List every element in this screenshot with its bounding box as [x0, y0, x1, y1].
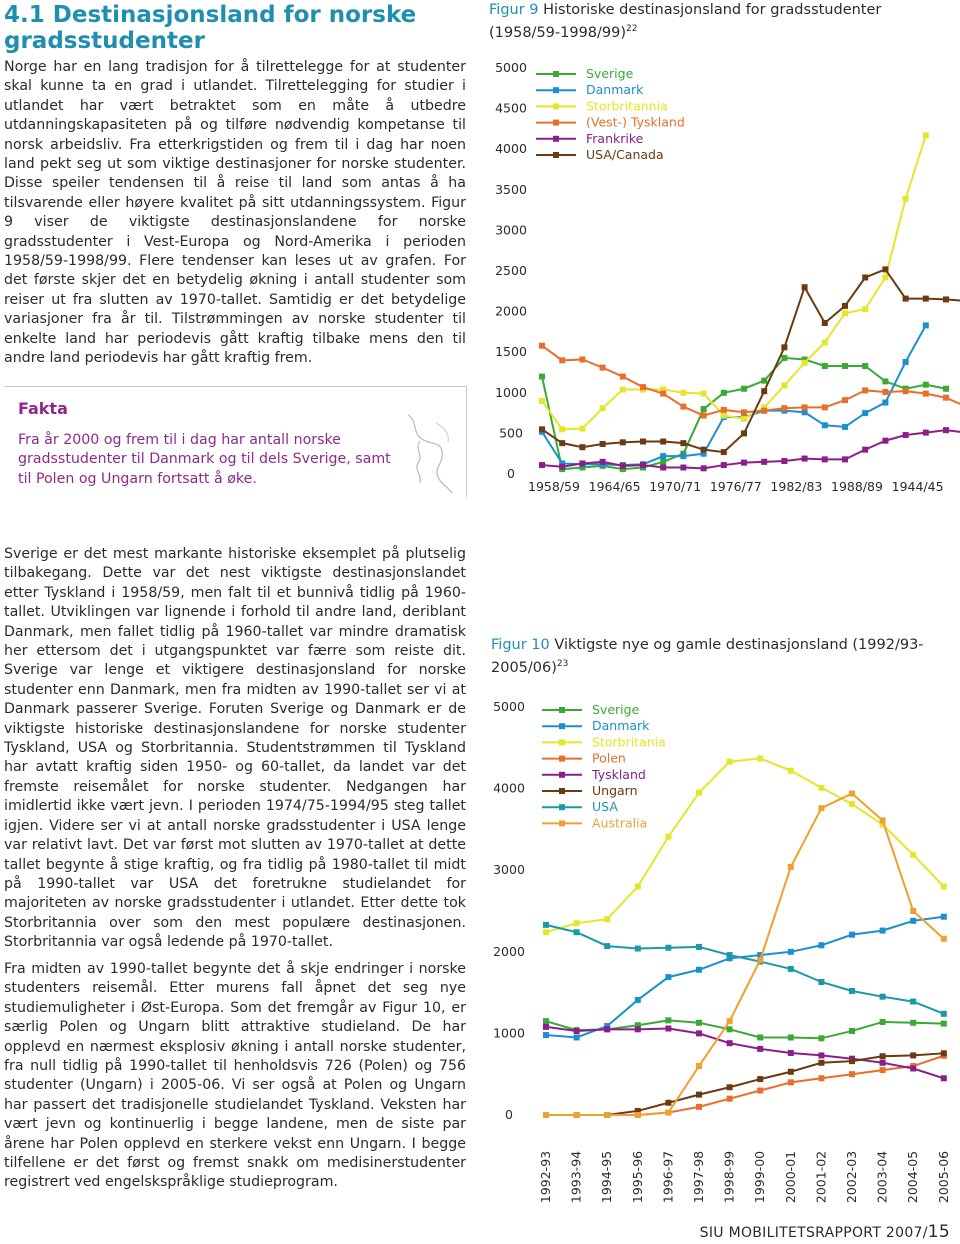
- data-point: [660, 453, 666, 459]
- data-point: [910, 918, 916, 924]
- data-point: [727, 1026, 733, 1032]
- legend-label: USA/Canada: [586, 147, 664, 162]
- y-tick-label: 5000: [495, 60, 527, 75]
- data-point: [882, 266, 888, 272]
- data-point: [701, 465, 707, 471]
- legend-label: Ungarn: [592, 783, 638, 798]
- x-tick-label: 1998-99: [721, 1150, 737, 1204]
- data-point: [910, 1065, 916, 1071]
- data-point: [680, 390, 686, 396]
- data-point: [882, 438, 888, 444]
- data-point: [665, 945, 671, 951]
- y-tick-label: 2000: [493, 943, 525, 959]
- data-point: [761, 408, 767, 414]
- data-point: [862, 387, 868, 393]
- data-point: [849, 988, 855, 994]
- legend-label: Storbritania: [592, 734, 666, 750]
- legend-marker: [553, 87, 559, 93]
- data-point: [604, 916, 610, 922]
- data-point: [788, 1050, 794, 1056]
- data-point: [943, 395, 949, 401]
- data-point: [574, 1112, 580, 1118]
- figure10-caption-text: Viktigste nye og gamle destinasjonsland (1992/93-2005/06): [491, 637, 924, 676]
- data-point: [941, 1021, 947, 1027]
- data-point: [660, 459, 666, 465]
- data-point: [680, 404, 686, 410]
- y-tick-label: 1500: [495, 344, 527, 360]
- legend-label: Sverige: [592, 702, 640, 717]
- data-point: [818, 1052, 824, 1058]
- data-point: [761, 378, 767, 384]
- data-point: [781, 355, 787, 361]
- data-point: [635, 946, 641, 952]
- data-point: [579, 460, 585, 466]
- data-point: [923, 430, 929, 436]
- data-point: [701, 447, 707, 453]
- data-point: [696, 1030, 702, 1036]
- data-point: [600, 459, 606, 465]
- data-point: [721, 462, 727, 468]
- data-point: [543, 922, 549, 928]
- x-tick-label: 2003-04: [874, 1150, 890, 1204]
- series-line: [542, 269, 960, 452]
- data-point: [574, 1034, 580, 1040]
- data-point: [757, 755, 763, 761]
- data-point: [696, 944, 702, 950]
- data-point: [660, 439, 666, 445]
- data-point: [559, 464, 565, 470]
- series-line: [546, 925, 944, 1014]
- data-point: [761, 459, 767, 465]
- figure9-caption-text: Historiske destinasjonsland for gradsstudenter (1958/59-1998/99): [489, 2, 882, 41]
- y-tick-label: 0: [507, 466, 515, 481]
- x-tick-label: 1992-93: [538, 1150, 553, 1204]
- data-point: [543, 1112, 549, 1118]
- data-point: [941, 884, 947, 890]
- data-point: [842, 303, 848, 309]
- data-point: [802, 456, 808, 462]
- y-tick-label: 2500: [495, 263, 527, 278]
- data-point: [757, 1046, 763, 1052]
- data-point: [842, 424, 848, 430]
- legend-marker: [553, 103, 559, 109]
- y-tick-label: 3000: [495, 222, 527, 238]
- data-point: [761, 388, 767, 394]
- data-point: [941, 936, 947, 942]
- data-point: [701, 413, 707, 419]
- data-point: [941, 1075, 947, 1081]
- data-point: [818, 805, 824, 811]
- y-tick-label: 1000: [495, 384, 527, 400]
- data-point: [910, 1020, 916, 1026]
- legend-marker: [559, 804, 565, 810]
- data-point: [781, 382, 787, 388]
- figure10-caption: [491, 636, 951, 678]
- data-point: [923, 296, 929, 302]
- data-point: [903, 388, 909, 394]
- x-tick-label: 1994-95: [599, 1150, 615, 1204]
- x-tick-label: 2005-06: [935, 1150, 951, 1204]
- x-tick-label: 1970/71: [649, 479, 702, 494]
- data-point: [910, 908, 916, 914]
- y-tick-label: 3500: [495, 181, 527, 197]
- x-tick-label: 1982/83: [770, 479, 823, 494]
- figure10-chart: [484, 694, 960, 1204]
- data-point: [818, 1060, 824, 1066]
- x-tick-label: 1964/65: [588, 479, 641, 494]
- data-point: [849, 801, 855, 807]
- x-tick-label: 1995-96: [629, 1150, 645, 1204]
- data-point: [696, 1020, 702, 1026]
- data-point: [574, 1028, 580, 1034]
- legend-marker: [553, 71, 559, 77]
- intro-paragraph: Norge har en lang tradisjon for å tilrettelegge for at studenter skal kunne ta en grad i utlandet. Tilrettelegging for studier i utlandet har vært betraktet som en måte å utbedre utdanningskapasiteten på og tilføre nødvendig kompetanse til norsk arbeidsliv. Fra etterkrigstiden og frem til i dag har noen land pekt seg ut som viktige destinasjoner for norske studenter. Disse speiler tendensen til å reise til land som antas å ha tilsvarende eller høyere kvalitet på sitt utdanningssystem. Figur 9 viser de viktigste destinasjonslandene for norske gradsstudenter i Vest-Europa og Nord-Amerika i perioden 1958/59-1998/99. Flere tendenser kan leses ut av grafen. For det første skjer det en betydelig økning i antall studenter som reiser ut fra slutten av 1970-tallet. Samtidig er det betydelige variasjoner fra år til. Tilstrømmingen av norske studenter til enkelte land har periodevis gått kraftig tilbake mens den til andre land periodevis har gått kraftig frem.: [4, 59, 466, 367]
- data-point: [741, 460, 747, 466]
- data-point: [818, 942, 824, 948]
- x-tick-label: 1958/59: [528, 479, 580, 494]
- data-point: [788, 949, 794, 955]
- data-point: [781, 458, 787, 464]
- data-point: [862, 274, 868, 280]
- data-point: [600, 405, 606, 411]
- data-point: [741, 409, 747, 415]
- data-point: [923, 132, 929, 138]
- data-point: [862, 306, 868, 312]
- data-point: [862, 447, 868, 453]
- figure10-label: Figur 10: [491, 637, 550, 653]
- data-point: [788, 1034, 794, 1040]
- data-point: [721, 390, 727, 396]
- data-point: [941, 1050, 947, 1056]
- data-point: [640, 439, 646, 445]
- x-tick-label: 1944/45: [891, 479, 944, 494]
- data-point: [849, 1071, 855, 1077]
- data-point: [665, 1100, 671, 1106]
- y-tick-label: 5000: [493, 699, 525, 714]
- data-point: [757, 1088, 763, 1094]
- data-point: [741, 416, 747, 422]
- legend-marker: [559, 820, 565, 826]
- x-tick-label: 1999-00: [752, 1150, 768, 1204]
- figure9-footnote-mark: 22: [626, 24, 638, 34]
- page-number: 15: [927, 1222, 950, 1242]
- data-point: [923, 391, 929, 397]
- legend-marker: [559, 707, 565, 713]
- x-tick-label: 1993-94: [568, 1150, 584, 1204]
- data-point: [620, 374, 626, 380]
- data-point: [842, 363, 848, 369]
- data-point: [910, 999, 916, 1005]
- data-point: [818, 1075, 824, 1081]
- data-point: [680, 465, 686, 471]
- data-point: [849, 1028, 855, 1034]
- data-point: [559, 440, 565, 446]
- footer-report-name: SIU MOBILITETSRAPPORT 2007/: [699, 1225, 928, 1241]
- data-point: [727, 1018, 733, 1024]
- data-point: [539, 426, 545, 432]
- legend-label: Frankrike: [586, 130, 644, 146]
- data-point: [559, 357, 565, 363]
- data-point: [539, 462, 545, 468]
- data-point: [635, 997, 641, 1003]
- data-point: [721, 407, 727, 413]
- data-point: [635, 1026, 641, 1032]
- data-point: [822, 363, 828, 369]
- data-point: [910, 1052, 916, 1058]
- data-point: [543, 929, 549, 935]
- fakta-heading: Fakta: [18, 399, 68, 418]
- data-point: [727, 1096, 733, 1102]
- x-tick-label: 2002-03: [844, 1150, 859, 1204]
- section-title: 4.1 Destinasjonsland for norske gradsstudenter: [4, 2, 417, 54]
- data-point: [781, 344, 787, 350]
- y-tick-label: 4000: [493, 780, 525, 796]
- map-sketch-icon: [400, 411, 460, 495]
- data-point: [903, 432, 909, 438]
- data-point: [660, 465, 666, 471]
- data-point: [903, 359, 909, 365]
- figure9-chart: [484, 55, 960, 505]
- data-point: [788, 1079, 794, 1085]
- legend-marker: [559, 723, 565, 729]
- data-point: [880, 817, 886, 823]
- data-point: [788, 768, 794, 774]
- data-point: [665, 1110, 671, 1116]
- data-point: [802, 360, 808, 366]
- data-point: [604, 943, 610, 949]
- legend-marker: [553, 152, 559, 158]
- data-point: [721, 449, 727, 455]
- data-point: [943, 296, 949, 302]
- data-point: [818, 1035, 824, 1041]
- legend-label: Storbritannia: [586, 98, 668, 114]
- data-point: [882, 389, 888, 395]
- legend-label: Danmark: [586, 82, 644, 98]
- data-point: [822, 404, 828, 410]
- data-point: [680, 453, 686, 459]
- data-point: [788, 966, 794, 972]
- data-point: [802, 404, 808, 410]
- data-point: [579, 426, 585, 432]
- data-point: [910, 852, 916, 858]
- data-point: [665, 834, 671, 840]
- data-point: [882, 400, 888, 406]
- legend-label: Polen: [592, 750, 626, 766]
- data-point: [788, 864, 794, 870]
- data-point: [862, 363, 868, 369]
- data-point: [600, 441, 606, 447]
- legend-marker: [553, 136, 559, 142]
- data-point: [579, 357, 585, 363]
- data-point: [903, 196, 909, 202]
- data-point: [741, 386, 747, 392]
- legend-label: (Vest-) Tyskland: [586, 114, 685, 130]
- data-point: [727, 1084, 733, 1090]
- data-point: [943, 427, 949, 433]
- data-point: [701, 406, 707, 412]
- x-tick-label: 1988/89: [831, 479, 883, 494]
- data-point: [757, 1076, 763, 1082]
- legend-label: Tyskland: [592, 766, 646, 782]
- data-point: [665, 1026, 671, 1032]
- x-tick-label: 1976/77: [709, 479, 762, 494]
- data-point: [574, 929, 580, 935]
- data-point: [539, 343, 545, 349]
- data-point: [696, 1092, 702, 1098]
- data-point: [665, 974, 671, 980]
- data-point: [818, 785, 824, 791]
- data-point: [543, 1024, 549, 1030]
- data-point: [600, 365, 606, 371]
- legend-marker: [559, 772, 565, 778]
- data-point: [701, 391, 707, 397]
- data-point: [620, 439, 626, 445]
- data-point: [862, 410, 868, 416]
- data-point: [696, 790, 702, 796]
- data-point: [880, 1067, 886, 1073]
- legend-marker: [559, 788, 565, 794]
- data-point: [620, 387, 626, 393]
- data-point: [620, 463, 626, 469]
- legend-label: USA: [592, 799, 618, 815]
- data-point: [640, 384, 646, 390]
- legend-marker: [559, 756, 565, 762]
- data-point: [822, 320, 828, 326]
- x-tick-label: 1996-97: [660, 1150, 676, 1204]
- data-point: [721, 413, 727, 419]
- data-point: [802, 284, 808, 290]
- data-point: [880, 928, 886, 934]
- legend-marker: [553, 120, 559, 126]
- data-point: [882, 378, 888, 384]
- data-point: [696, 967, 702, 973]
- page-footer: [700, 1222, 950, 1242]
- data-point: [849, 790, 855, 796]
- data-point: [757, 1034, 763, 1040]
- x-tick-label: 1997-98: [691, 1150, 706, 1204]
- data-point: [543, 1018, 549, 1024]
- figure10-footnote-mark: 23: [556, 659, 569, 669]
- series-line: [542, 135, 926, 429]
- x-tick-label: 2004-05: [905, 1150, 921, 1204]
- data-point: [923, 322, 929, 328]
- data-point: [665, 1017, 671, 1023]
- data-point: [903, 296, 909, 302]
- data-point: [880, 994, 886, 1000]
- data-point: [574, 920, 580, 926]
- data-point: [822, 456, 828, 462]
- series-line: [546, 793, 944, 1115]
- data-point: [579, 444, 585, 450]
- data-point: [727, 952, 733, 958]
- change-paragraph: Fra midten av 1990-tallet begynte det å skje endringer i norske studenters reisemål. Etter murens fall åpnet det seg nye studiemuligheter i Øst-Europa. Som det fremgår av Figur 10, er særlig Polen og Ungarn blitt attraktive studieland. De har opplevd en nærmest eksplosiv økning i antall norske studenter, fra null tidlig på 1990-tallet til henholdsvis 726 (Polen) og 756 studenter (Ungarn) i 2005-06. Vi ser også at Polen og Ungarn har passert det tradisjonelle studielandet Tyskland. Veksten har vært jevn og kontinuerlig i begge landene, men de siste par årene har Polen opplevd en sterkere vekst enn Ungarn. I begge tilfellene er det først og fremst snakk om medisinerstudenter registrert ved engelskspråklige studieprogram.: [4, 961, 466, 1191]
- data-point: [882, 274, 888, 280]
- data-point: [604, 1026, 610, 1032]
- x-tick-label: 2001-02: [813, 1150, 829, 1204]
- data-point: [539, 374, 545, 380]
- data-point: [943, 386, 949, 392]
- data-point: [842, 456, 848, 462]
- data-point: [757, 957, 763, 963]
- data-point: [842, 310, 848, 316]
- data-point: [543, 1032, 549, 1038]
- y-tick-label: 500: [499, 425, 523, 441]
- data-point: [941, 914, 947, 920]
- y-tick-label: 4000: [495, 141, 527, 157]
- data-point: [923, 382, 929, 388]
- data-point: [539, 398, 545, 404]
- figure9-label: Figur 9: [489, 2, 539, 18]
- fakta-text: Fra år 2000 og frem til i dag har antall norske gradsstudenter til Danmark og til dels Sverige, samt til Polen og Ungarn fortsatt å øke.: [18, 432, 391, 487]
- data-point: [727, 1040, 733, 1046]
- data-point: [788, 1069, 794, 1075]
- data-point: [696, 1104, 702, 1110]
- data-point: [822, 422, 828, 428]
- data-point: [781, 405, 787, 411]
- data-point: [941, 1011, 947, 1017]
- data-point: [849, 932, 855, 938]
- legend-marker: [559, 739, 565, 745]
- data-point: [660, 391, 666, 397]
- y-tick-label: 4500: [495, 100, 527, 116]
- data-point: [880, 1053, 886, 1059]
- data-point: [818, 979, 824, 985]
- legend-label: Danmark: [592, 718, 650, 734]
- data-point: [559, 426, 565, 432]
- y-tick-label: 1000: [493, 1025, 525, 1041]
- y-tick-label: 0: [505, 1107, 513, 1122]
- legend-label: Australia: [592, 815, 648, 831]
- data-point: [727, 759, 733, 765]
- x-tick-label: 2000-01: [782, 1150, 798, 1204]
- data-point: [880, 1060, 886, 1066]
- data-point: [640, 462, 646, 468]
- data-point: [842, 397, 848, 403]
- y-tick-label: 3000: [493, 862, 525, 878]
- data-point: [741, 430, 747, 436]
- data-point: [635, 1112, 641, 1118]
- legend-label: Sverige: [586, 66, 634, 81]
- data-point: [635, 884, 641, 890]
- data-point: [680, 440, 686, 446]
- data-point: [604, 1112, 610, 1118]
- figure9-caption: [489, 1, 957, 43]
- data-point: [696, 1063, 702, 1069]
- data-point: [880, 1019, 886, 1025]
- history-paragraph: Sverige er det mest markante historiske eksemplet på plutselig tilbakegang. Dette var det nest viktigste destinasjonslandet etter Tyskland i 1958/59, men falt til et bunnivå tidlig på 1960-tallet. Utviklingen var lignende i forhold til andre land, deriblant Danmark, men fallet tidlig på 1960-tallet var mindre dramatisk her ettersom det i utgangspunktet var færre som reiste dit. Sverige var lenge et viktigere destinasjonsland for norske studenter enn Danmark, men fra midten av 1990-tallet ser vi at Danmark passerer Sverige. Foruten Sverige og Danmark er de viktigste historiske destinasjonslandene for norske studenter Tyskland, USA og Storbritannia. Studentstrømmen til Tyskland har avtatt kraftig siden 1950- og 60-tallet, da landet var det fremste reisemålet for norske studenter. Nedgangen har imidlertid ikke vært jevn. I perioden 1974/75-1994/95 steg tallet igjen. Videre ser vi at antall norske gradsstudenter i USA lenge var relativt lavt. Det var først mot slutten av 1970-tallet at dette tallet begynte å stige kraftig, og fra tidlig på 1980-tallet til midt på 1990-tallet var USA det foretrukne studielandet for majoriteten av norske gradsstudenter i utlandet. Etter dette tok Storbritannia over som den mest populære destinasjonen. Storbritannia var også ledende på 1970-tallet.: [4, 546, 466, 951]
- data-point: [822, 339, 828, 345]
- data-point: [849, 1058, 855, 1064]
- y-tick-label: 2000: [495, 303, 527, 319]
- fakta-box: [4, 386, 467, 497]
